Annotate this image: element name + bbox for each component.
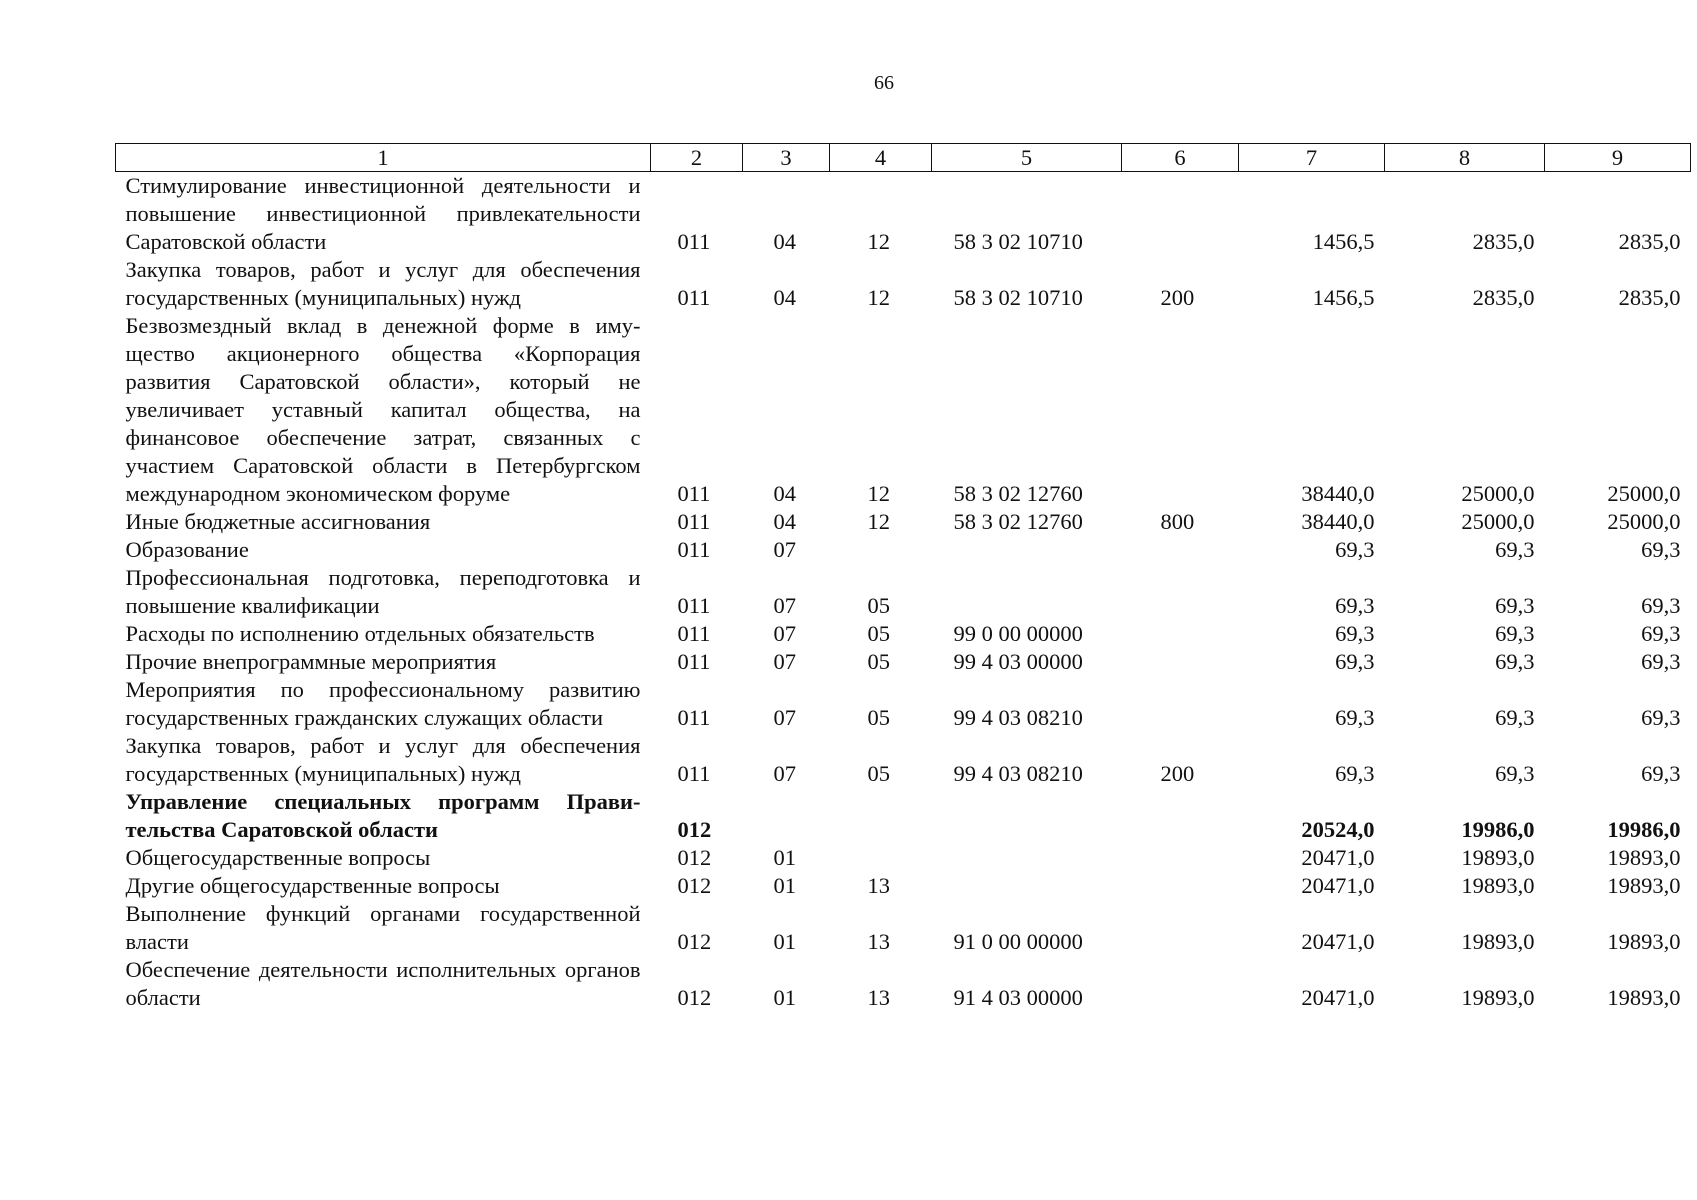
- section-code: 07: [773, 593, 796, 618]
- amount-col-7: 69,3: [1335, 593, 1375, 618]
- admin-code: 011: [677, 229, 711, 254]
- row-name: Расходы по исполнению отдельных обязательств: [125, 621, 595, 646]
- column-header: 9: [1545, 144, 1691, 172]
- admin-code: 011: [677, 481, 711, 506]
- section-code: 07: [773, 621, 796, 646]
- subsection-code: 12: [867, 229, 890, 254]
- admin-code: 011: [677, 285, 711, 310]
- subsection-code: 12: [867, 509, 890, 534]
- amount-col-7: 1456,5: [1312, 229, 1375, 254]
- header-row: [116, 144, 1691, 172]
- row-name: Закупка товаров, работ и услуг для обеспечения государственных (муниципальных) нужд: [125, 257, 641, 310]
- amount-col-7: 38440,0: [1301, 509, 1375, 534]
- column-header: 4: [830, 144, 932, 172]
- expense-type-code: [1122, 172, 1239, 257]
- amount-col-8: 69,3: [1495, 593, 1535, 618]
- subsection-code: 05: [867, 649, 890, 674]
- column-header: 3: [743, 144, 830, 172]
- amount-col-7: 1456,5: [1312, 285, 1375, 310]
- amount-col-7: 20524,0: [1301, 817, 1375, 842]
- row-name: Мероприятия по профессиональному развитию государственных гражданских служащих области: [125, 677, 641, 730]
- section-code: 01: [773, 873, 796, 898]
- amount-col-7: 20471,0: [1301, 929, 1375, 954]
- amount-col-8: 69,3: [1495, 621, 1535, 646]
- section-code: 04: [773, 285, 796, 310]
- amount-col-9: 25000,0: [1607, 481, 1681, 506]
- target-article-code: 58 3 02 12760: [953, 509, 1083, 534]
- expense-type-code: 200: [1160, 285, 1195, 310]
- admin-code: 012: [677, 873, 712, 898]
- row-name: Управление специальных программ Правительства Саратовской области: [125, 789, 641, 842]
- admin-code: 011: [677, 621, 711, 646]
- table-body: [116, 172, 1691, 1013]
- target-article-code: 91 4 03 00000: [953, 985, 1083, 1010]
- section-code: 07: [773, 537, 796, 562]
- table-row: [116, 620, 1691, 648]
- expense-type-code: [1122, 312, 1239, 508]
- admin-code: 011: [677, 537, 711, 562]
- table-row: [116, 844, 1691, 872]
- amount-col-7: 20471,0: [1301, 845, 1375, 870]
- amount-col-9: 19893,0: [1607, 985, 1681, 1010]
- amount-col-9: 69,3: [1641, 649, 1681, 674]
- column-header: 5: [932, 144, 1122, 172]
- table-row: [116, 788, 1691, 844]
- amount-col-9: 69,3: [1641, 593, 1681, 618]
- amount-col-8: 19893,0: [1461, 985, 1535, 1010]
- row-name: Общегосударственные вопросы: [125, 845, 431, 870]
- amount-col-9: 69,3: [1641, 705, 1681, 730]
- expense-type-code: [1122, 676, 1239, 732]
- target-article-code: 58 3 02 12760: [953, 481, 1083, 506]
- table-row: [116, 676, 1691, 732]
- target-article-code: 91 0 00 00000: [953, 929, 1083, 954]
- row-name: Выполнение функций органами государственной власти: [125, 901, 641, 954]
- table-row: [116, 312, 1691, 508]
- row-name: Образование: [125, 537, 249, 562]
- amount-col-7: 69,3: [1335, 649, 1375, 674]
- subsection-code: 05: [867, 705, 890, 730]
- row-name: Стимулирование инвестиционной деятельности и повышение инвестиционной привлекательности Саратовской области: [125, 173, 641, 254]
- expense-type-code: [1122, 956, 1239, 1012]
- target-article-code: [932, 788, 1122, 844]
- row-name: Прочие внепрограммные мероприятия: [125, 649, 497, 674]
- amount-col-8: 25000,0: [1461, 509, 1535, 534]
- section-code: 04: [773, 229, 796, 254]
- amount-col-7: 69,3: [1335, 621, 1375, 646]
- subsection-code: [830, 536, 932, 564]
- row-name: Профессиональная подготовка, переподготовка и повышение квалификации: [125, 565, 641, 618]
- expense-type-code: [1122, 788, 1239, 844]
- amount-col-8: 19893,0: [1461, 929, 1535, 954]
- amount-col-9: 19986,0: [1607, 817, 1681, 842]
- amount-col-9: 69,3: [1641, 761, 1681, 786]
- amount-col-9: 2835,0: [1618, 229, 1681, 254]
- expense-type-code: [1122, 900, 1239, 956]
- amount-col-9: 2835,0: [1618, 285, 1681, 310]
- table-row: [116, 900, 1691, 956]
- subsection-code: 12: [867, 285, 890, 310]
- table-row: [116, 872, 1691, 900]
- amount-col-8: 2835,0: [1472, 229, 1535, 254]
- expense-type-code: 200: [1160, 761, 1195, 786]
- expense-type-code: [1122, 648, 1239, 676]
- row-name: Обеспечение деятельности исполнительных органов области: [125, 957, 641, 1010]
- expense-type-code: [1122, 536, 1239, 564]
- subsection-code: 13: [867, 873, 890, 898]
- section-code: 07: [773, 649, 796, 674]
- subsection-code: [830, 844, 932, 872]
- admin-code: 012: [677, 817, 712, 842]
- amount-col-9: 19893,0: [1607, 929, 1681, 954]
- target-article-code: 99 4 03 00000: [953, 649, 1083, 674]
- column-header: 2: [651, 144, 743, 172]
- admin-code: 012: [677, 929, 712, 954]
- subsection-code: 13: [867, 985, 890, 1010]
- row-name: Иные бюджетные ассигнования: [125, 509, 431, 534]
- target-article-code: 99 4 03 08210: [953, 761, 1083, 786]
- page-number: 66: [874, 72, 894, 94]
- table-header: [116, 144, 1691, 172]
- row-name: Другие общегосударственные вопросы: [125, 873, 500, 898]
- target-article-code: 99 4 03 08210: [953, 705, 1083, 730]
- column-header: 7: [1239, 144, 1385, 172]
- admin-code: 012: [677, 845, 712, 870]
- column-header: 1: [116, 144, 651, 172]
- table-row: [116, 564, 1691, 620]
- section-code: 07: [773, 761, 796, 786]
- amount-col-8: 69,3: [1495, 649, 1535, 674]
- admin-code: 011: [677, 593, 711, 618]
- subsection-code: 13: [867, 929, 890, 954]
- target-article-code: [932, 872, 1122, 900]
- target-article-code: 58 3 02 10710: [953, 285, 1083, 310]
- column-header: 6: [1122, 144, 1239, 172]
- expense-type-code: [1122, 620, 1239, 648]
- subsection-code: 12: [867, 481, 890, 506]
- amount-col-9: 19893,0: [1607, 873, 1681, 898]
- section-code: 07: [773, 705, 796, 730]
- amount-col-8: 69,3: [1495, 761, 1535, 786]
- amount-col-7: 20471,0: [1301, 873, 1375, 898]
- amount-col-8: 69,3: [1495, 537, 1535, 562]
- amount-col-9: 25000,0: [1607, 509, 1681, 534]
- amount-col-8: 69,3: [1495, 705, 1535, 730]
- amount-col-7: 69,3: [1335, 761, 1375, 786]
- amount-col-8: 19986,0: [1461, 817, 1535, 842]
- expense-type-code: 800: [1160, 509, 1195, 534]
- amount-col-8: 19893,0: [1461, 873, 1535, 898]
- section-code: 04: [773, 509, 796, 534]
- target-article-code: [932, 844, 1122, 872]
- table-row: [116, 536, 1691, 564]
- admin-code: 011: [677, 705, 711, 730]
- amount-col-8: 19893,0: [1461, 845, 1535, 870]
- admin-code: 012: [677, 985, 712, 1010]
- table-row: [116, 956, 1691, 1012]
- table-row: [116, 172, 1691, 257]
- amount-col-7: 69,3: [1335, 705, 1375, 730]
- target-article-code: 58 3 02 10710: [953, 229, 1083, 254]
- amount-col-8: 2835,0: [1472, 285, 1535, 310]
- amount-col-9: 69,3: [1641, 537, 1681, 562]
- section-code: 04: [773, 481, 796, 506]
- subsection-code: [830, 788, 932, 844]
- expense-type-code: [1122, 564, 1239, 620]
- amount-col-8: 25000,0: [1461, 481, 1535, 506]
- row-name: Безвозмездный вклад в денежной форме в имущество акционерного общества «Корпорация развития Саратовской области», который не увеличивает уставный капитал общества, на финансовое обеспечение затрат, связанных с участием Саратовской области в Петербургском международном экономическом форуме: [125, 313, 641, 506]
- subsection-code: 05: [867, 621, 890, 646]
- expense-type-code: [1122, 872, 1239, 900]
- admin-code: 011: [677, 509, 711, 534]
- amount-col-9: 69,3: [1641, 621, 1681, 646]
- section-code: 01: [773, 929, 796, 954]
- budget-table: [115, 143, 1691, 1012]
- amount-col-7: 38440,0: [1301, 481, 1375, 506]
- admin-code: 011: [677, 761, 711, 786]
- table-row: [116, 256, 1691, 312]
- amount-col-7: 69,3: [1335, 537, 1375, 562]
- row-name: Закупка товаров, работ и услуг для обеспечения государственных (муниципальных) нужд: [125, 733, 641, 786]
- table-row: [116, 732, 1691, 788]
- section-code: [743, 788, 830, 844]
- subsection-code: 05: [867, 593, 890, 618]
- subsection-code: 05: [867, 761, 890, 786]
- table-row: [116, 648, 1691, 676]
- section-code: 01: [773, 845, 796, 870]
- section-code: 01: [773, 985, 796, 1010]
- amount-col-9: 19893,0: [1607, 845, 1681, 870]
- target-article-code: 99 0 00 00000: [953, 621, 1083, 646]
- amount-col-7: 20471,0: [1301, 985, 1375, 1010]
- admin-code: 011: [677, 649, 711, 674]
- expense-type-code: [1122, 844, 1239, 872]
- table-row: [116, 508, 1691, 536]
- target-article-code: [932, 536, 1122, 564]
- column-header: 8: [1385, 144, 1545, 172]
- target-article-code: [932, 564, 1122, 620]
